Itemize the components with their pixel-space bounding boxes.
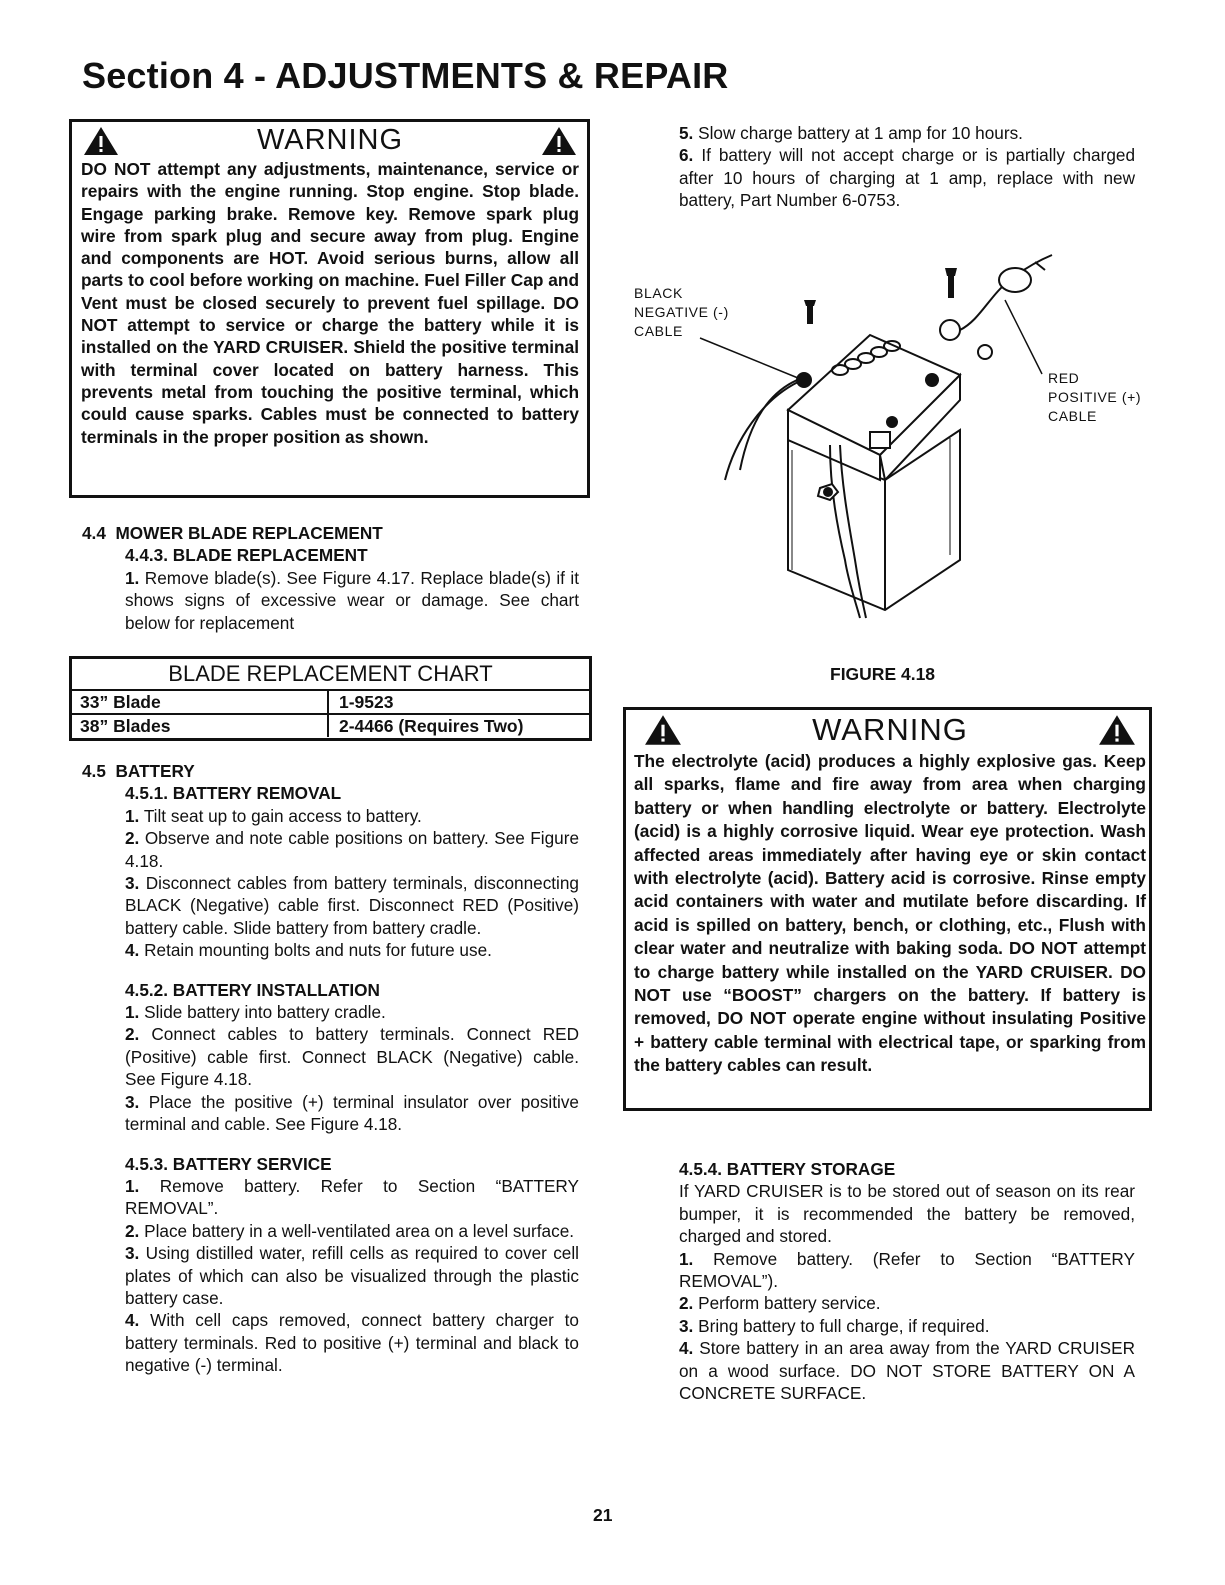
step-number: 5. <box>679 123 694 143</box>
step-text: Slow charge battery at 1 amp for 10 hours. <box>698 123 1023 143</box>
part-number-cell: 2-4466 (Requires Two) <box>339 716 524 736</box>
step-text: Tilt seat up to gain access to battery. <box>143 805 422 826</box>
battery-section <box>82 760 579 1377</box>
warning-triangle-icon <box>541 126 577 156</box>
subsection-heading: 4.5.3. BATTERY SERVICE <box>125 1153 332 1174</box>
warning-box-electrolyte <box>623 707 1152 1111</box>
step-number: 2. <box>125 1220 140 1241</box>
step-number: 2. <box>125 1024 140 1045</box>
step-text: Place the positive (+) terminal insulator over positive terminal and cable. See Figure 4.18. <box>125 1091 579 1135</box>
step-number: 3. <box>679 1315 694 1336</box>
figure-caption: FIGURE 4.18 <box>830 664 936 684</box>
step-number: 1. <box>125 1002 140 1023</box>
warning-heading: WARNING <box>256 124 404 156</box>
warning-heading: WARNING <box>812 712 968 747</box>
step-number: 3. <box>125 873 140 894</box>
step-text: Remove battery. Refer to Section “BATTERY REMOVAL”. <box>125 1175 579 1219</box>
label-line: BLACK <box>634 285 683 301</box>
subsection-heading: 4.5.1. BATTERY REMOVAL <box>125 783 342 804</box>
warning-box-engine <box>69 119 590 498</box>
section-heading: 4.5 BATTERY <box>82 761 195 781</box>
table-row <box>72 713 589 737</box>
step-number: 4. <box>125 940 140 961</box>
step-number: 3. <box>125 1091 140 1112</box>
step-number: 1. <box>679 1248 694 1269</box>
label-line: CABLE <box>634 323 683 339</box>
battery-service-continued <box>679 122 1135 212</box>
table-row <box>72 691 589 713</box>
section-heading: 4.4 MOWER BLADE REPLACEMENT <box>82 523 383 543</box>
subsection-heading: 4.5.4. BATTERY STORAGE <box>679 1159 896 1179</box>
step-text: Remove blade(s). See Figure 4.17. Replace blade(s) if it shows signs of excessive wear or damage. See chart below for replacement <box>125 567 579 633</box>
part-number-cell: 1-9523 <box>339 692 394 712</box>
warning-text: DO NOT attempt any adjustments, maintenance, service or repairs with the engine running. Stop engine. Stop blade. Engage parking brake. Remove key. Remove spark plug wire from spark plug and secure away from plug. Engine and components are HOT. Avoid serious burns, allow all parts to cool before working on machine. Fuel Filler Cap and Vent must be closed securely to prevent fuel spillage. DO NOT attempt to service or charge the battery while it is installed on the YARD CRUISER. Shield the positive terminal with terminal cover located on battery harness. This prevents metal from touching the positive terminal, which could cause sparks. Cables must be connected to battery terminals in the proper position as shown. <box>81 159 579 447</box>
step-text: Observe and note cable positions on battery. See Figure 4.18. <box>125 828 579 871</box>
step-text: Connect cables to battery terminals. Connect RED (Positive) cable first. Connect BLACK (Negative) cable. See Figure 4.18. <box>125 1024 579 1090</box>
step-text: Store battery in an area away from the YARD CRUISER on a wood surface. DO NOT STORE BATTERY ON A CONCRETE SURFACE. <box>679 1338 1136 1404</box>
mower-blade-section <box>82 522 579 634</box>
blade-size-cell: 38” Blades <box>72 715 329 737</box>
step-text: Using distilled water, refill cells as required to cover cell plates of which can also be visualized through the plastic battery case. <box>125 1243 579 1308</box>
warning-triangle-icon <box>644 714 682 746</box>
subsection-heading: 4.5.2. BATTERY INSTALLATION <box>125 979 380 1000</box>
step-number: 1. <box>125 1175 140 1196</box>
step-number: 4. <box>125 1310 140 1331</box>
step-text: Slide battery into battery cradle. <box>144 1002 386 1023</box>
page-number: 21 <box>593 1505 613 1525</box>
step-number: 2. <box>125 828 140 849</box>
step-number: 1. <box>125 567 140 588</box>
step-text: Bring battery to full charge, if required. <box>698 1315 990 1336</box>
chart-title: BLADE REPLACEMENT CHART <box>72 659 589 691</box>
step-text: With cell caps removed, connect battery charger to battery terminals. Red to positive (+) terminal and black to negative (-) terminal. <box>125 1310 579 1376</box>
step-number: 4. <box>679 1338 694 1359</box>
label-line: CABLE <box>1048 408 1097 424</box>
label-red-positive-cable <box>1048 369 1141 426</box>
storage-intro: If YARD CRUISER is to be stored out of season on its rear bumper, it is recommended the battery be removed, charged and stored. <box>679 1181 1135 1247</box>
step-number: 6. <box>679 145 694 166</box>
page-title: Section 4 - ADJUSTMENTS & REPAIR <box>82 55 729 96</box>
battery-storage-section <box>679 1158 1135 1404</box>
warning-triangle-icon <box>83 126 119 156</box>
step-text: Remove battery. (Refer to Section “BATTERY REMOVAL”). <box>679 1248 1135 1292</box>
label-line: POSITIVE (+) <box>1048 389 1142 405</box>
subsection-heading: 4.4.3. BLADE REPLACEMENT <box>125 545 368 566</box>
battery-diagram <box>680 240 1060 650</box>
warning-triangle-icon <box>1098 714 1136 746</box>
blade-size-cell: 33” Blade <box>72 691 329 713</box>
step-text: Perform battery service. <box>698 1293 881 1314</box>
label-line: RED <box>1048 370 1080 386</box>
step-number: 3. <box>125 1243 140 1264</box>
step-number: 1. <box>125 805 140 826</box>
step-text: Disconnect cables from battery terminals, disconnecting BLACK (Negative) cable first. Disconnect RED (Positive) battery cable. Slide battery from battery cradle. <box>125 873 579 938</box>
step-text: Place battery in a well-ventilated area on a level surface. <box>144 1220 575 1241</box>
label-line: NEGATIVE (-) <box>634 304 729 320</box>
step-text: Retain mounting bolts and nuts for future use. <box>144 940 492 961</box>
step-text: If battery will not accept charge or is partially charged after 10 hours of charging at 1 amp, replace with new battery, Part Number 6-0753. <box>679 145 1135 211</box>
blade-replacement-chart <box>69 656 592 741</box>
warning-header <box>634 710 1146 750</box>
warning-header <box>81 122 579 158</box>
warning-text: The electrolyte (acid) produces a highly explosive gas. Keep all sparks, flame and fire away from area when charging battery or when handling electrolyte or battery. Electrolyte (acid) is a highly corrosive liquid. Wear eye protection. Wash affected areas immediately after having eye or skin contact with electrolyte (acid). Battery acid is corrosive. Rinse empty acid containers with water and mutilate before discarding. If acid is spilled on battery, bench, or clothing, etc., Flush with clear water and neutralize with baking soda. DO NOT attempt to charge battery while installed on the YARD CRUISER. DO NOT use “BOOST” chargers on the battery. If battery is removed, DO NOT operate engine without insulating Positive + battery cable terminal with electrical tape, or sparking from the battery cables can result. <box>634 751 1146 1076</box>
step-number: 2. <box>679 1293 694 1314</box>
